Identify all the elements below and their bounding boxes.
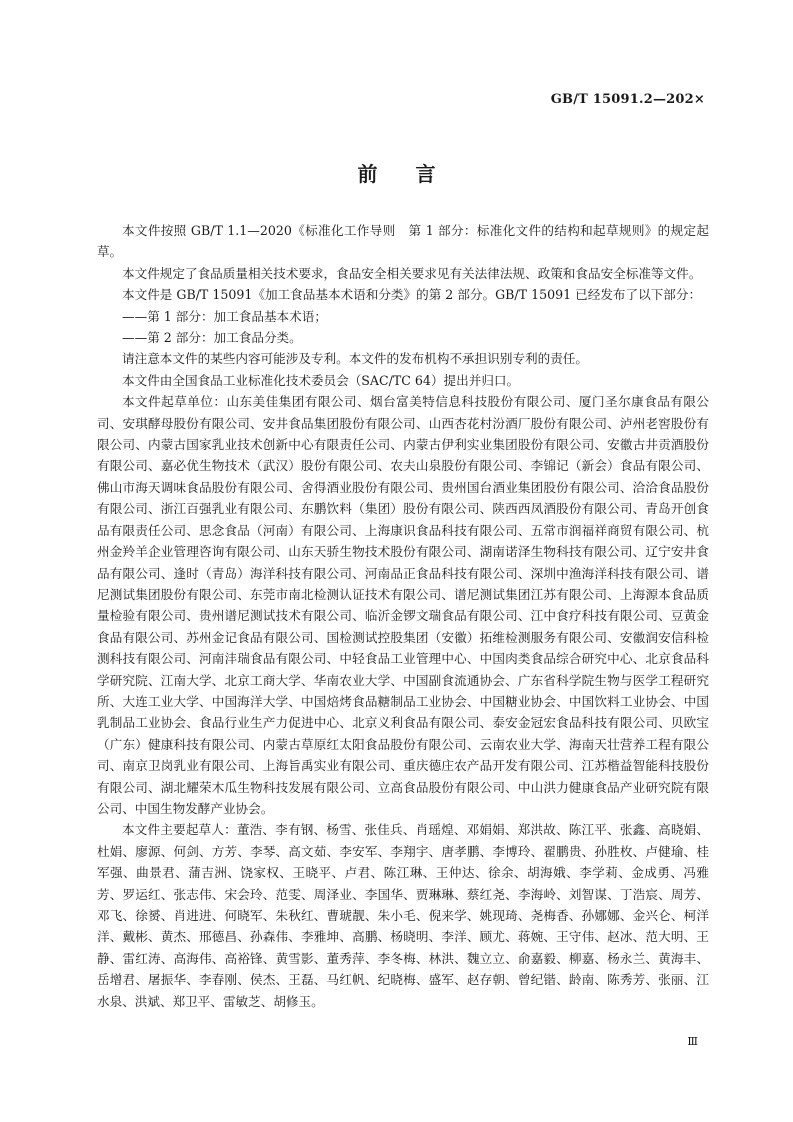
paragraph-parts: 本文件是 GB/T 15091《加工食品基本术语和分类》的第 2 部分。GB/T 15091 已经发布了以下部分：	[122, 287, 702, 303]
paragraph-drafting-rules: 本文件按照 GB/T 1.1—2020《标准化工作导则 第 1 部分：标准化文件的结构和起草规则》的规定起草。	[97, 223, 709, 260]
standard-code: GB/T 15091.2—202×	[550, 92, 705, 107]
list-item-part-2: ——第 2 部分：加工食品分类。	[122, 330, 302, 346]
paragraph-patent-notice: 请注意本文件的某些内容可能涉及专利。本文件的发布机构不承担识别专利的责任。	[122, 351, 588, 367]
page-title: 前言	[357, 162, 474, 186]
paragraph-scope: 本文件规定了食品质量相关技术要求，食品安全相关要求见有关法律法规、政策和食品安全标准等文件。	[122, 265, 702, 281]
list-item-part-1: ——第 1 部分：加工食品基本术语；	[122, 308, 327, 324]
foreword-body	[97, 220, 709, 1012]
page-number: Ⅲ	[687, 1035, 697, 1048]
paragraph-drafting-units: 本文件起草单位：山东美佳集团有限公司、烟台富美特信息科技股份有限公司、厦门圣尔康食品有限公司、安琪酵母股份有限公司、安井食品集团股份有限公司、山西杏花村汾酒厂股份有限公司、泸州老窖股份有限公司、内蒙古国家乳业技术创新中心有限责任公司、内蒙古伊利实业集团股份有限公司、安徽古井贡酒股份有限公司、嘉必优生物技术（武汉）股份有限公司、农夫山泉股份有限公司、李锦记（新会）食品有限公司、佛山市海天调味食品股份有限公司、舍得酒业股份有限公司、贵州国台酒业集团股份有限公司、洽洽食品股份有限公司、浙江百强乳业有限公司、东鹏饮料（集团）股份有限公司、陕西西凤酒股份有限公司、青岛开创食品有限责任公司、思念食品（河南）有限公司、上海康识食品科技有限公司、五常市润福祥商贸有限公司、杭州金羚羊企业管理咨询有限公司、山东天骄生物技术股份有限公司、湖南诺泽生物科技有限公司、辽宁安井食品有限公司、逢时（青岛）海洋科技有限公司、河南品正食品科技有限公司、深圳中渔海洋科技有限公司、谱尼测试集团股份有限公司、东莞市南北检测认证技术有限公司、谱尼测试集团江苏有限公司、上海源本食品质量检验有限公司、贵州谱尼测试技术有限公司、临沂金锣文瑞食品有限公司、江中食疗科技有限公司、豆黄金食品有限公司、苏州金记食品有限公司、国检测试控股集团（安徽）拓维检测服务有限公司、安徽润安信科检测科技有限公司、河南沣瑞食品有限公司、中轻食品工业管理中心、中国肉类食品综合研究中心、北京食品科学研究院、江南大学、北京工商大学、华南农业大学、中国副食流通协会、广东省科学院生物与医学工程研究所、大连工业大学、中国海洋大学、中国焙烤食品糖制品工业协会、中国糖业协会、中国饮料工业协会、中国乳制品工业协会、食品行业生产力促进中心、北京义利食品有限公司、泰安金冠宏食品科技有限公司、贝欧宝（广东）健康科技有限公司、内蒙古草原红太阳食品股份有限公司、云南农业大学、海南天壮营养工程有限公司、南京卫岗乳业有限公司、上海旨禹实业有限公司、重庆德庄农产品开发有限公司、江苏楷益智能科技股份有限公司、湖北耀荣木瓜生物科技发展有限公司、立高食品股份有限公司、中山洪力健康食品产业研究院有限公司、中国生物发酵产业协会。	[97, 394, 709, 816]
paragraph-proposer: 本文件由全国食品工业标准化技术委员会（SAC/TC 64）提出并归口。	[122, 372, 520, 388]
paragraph-drafters: 本文件主要起草人：董浩、李有钢、杨雪、张佳兵、肖瑶煌、邓娟娟、郑洪故、陈江平、张鑫、高晓娟、杜娟、廖源、何剑、方芳、李琴、高文茹、李安军、李翔宇、唐孝鹏、李博玲、翟鹏贵、孙胜枚、卢健瑜、桂军强、曲景君、蒲吉洲、饶家权、王晓平、卢君、陈江琳、王仲达、徐余、胡海娥、李学莉、金成勇、冯雅芳、罗运红、张志伟、宋会玲、范雯、周泽业、李国华、贾琳琳、蔡红尧、李海岭、刘智谋、丁浩宸、周芳、邓飞、徐赟、肖进进、何晓军、朱秋红、曹琥靓、朱小毛、倪来学、姚现琦、尧梅香、孙娜娜、金兴仑、柯洋洋、戴彬、黄杰、邢德昌、孙森伟、李雅坤、高鹏、杨晓明、李洋、顾尤、蒋婉、王守伟、赵冰、范大明、王静、雷红涛、高海伟、高裕锋、黄雪影、董秀萍、李冬梅、林洪、魏立立、俞嘉毅、柳嘉、杨永兰、黄海丰、岳增君、屠振华、李春刚、侯杰、王磊、马红帆、纪晓梅、盛军、赵存朝、曾纪锴、龄南、陈秀芳、张丽、江水泉、洪斌、郑卫平、雷敏芝、胡修玉。	[97, 822, 709, 1009]
